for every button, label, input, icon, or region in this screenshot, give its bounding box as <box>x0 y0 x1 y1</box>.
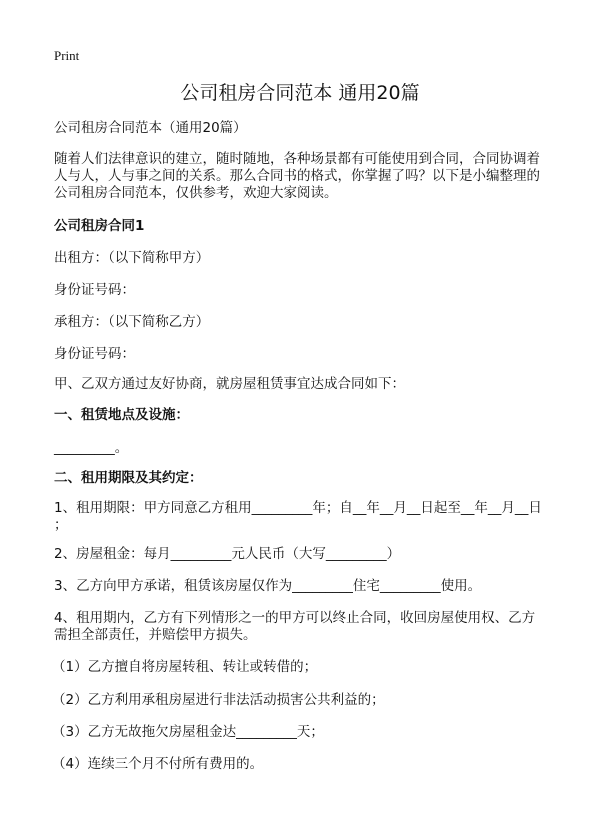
subtitle: 公司租房合同范本（通用20篇） <box>54 120 247 136</box>
clause-heading-2: 二、租用期限及其约定： <box>54 470 203 486</box>
sub-item-3: （3）乙方无故拖欠房屋租金达_________天； <box>52 724 324 740</box>
lessee-line: 承租方：（以下简称乙方） <box>54 314 210 330</box>
intro-paragraph: 随着人们法律意识的建立，随时随地，各种场景都有可能使用到合同，合同协调着人与人，人与事之间的关系。那么合同书的格式，你掌握了吗？以下是小编整理的公司租房合同范本，仅供参考，欢迎大家阅读。 <box>54 151 540 201</box>
print-link[interactable]: Print <box>54 48 80 63</box>
item-4: 4、租用期内，乙方有下列情形之一的甲方可以终止合同，收回房屋使用权、乙方需担全部责任，并赔偿甲方损失。 <box>54 610 536 643</box>
item-1-cont: ； <box>54 517 68 533</box>
sub-item-1: （1）乙方擅自将房屋转租、转让或转借的； <box>52 659 318 675</box>
id-line-1: 身份证号码： <box>54 282 135 298</box>
item-3: 3、乙方向甲方承诺，租赁该房屋仅作为_________住宅_________使用。 <box>54 578 482 594</box>
item-1: 1、租用期限：甲方同意乙方租用_________年；自__年__月__日起至__年__月__日 <box>54 500 542 516</box>
sub-item-2: （2）乙方利用承租房屋进行非法活动损害公共利益的； <box>52 692 385 708</box>
sub-item-4: （4）连续三个月不付所有费用的。 <box>52 756 264 772</box>
agreement-line: 甲、乙双方通过友好协商，就房屋租赁事宜达成合同如下： <box>54 376 405 392</box>
clause-heading-1: 一、租赁地点及设施： <box>54 407 189 423</box>
lessor-line: 出租方：（以下简称甲方） <box>54 250 210 266</box>
section-heading: 公司租房合同1 <box>54 218 145 234</box>
item-2: 2、房屋租金：每月_________元人民币（大写_________） <box>54 546 401 562</box>
blank-line: _________。 <box>54 440 129 456</box>
id-line-2: 身份证号码： <box>54 346 135 362</box>
page-title: 公司租房合同范本 通用20篇 <box>180 82 420 104</box>
